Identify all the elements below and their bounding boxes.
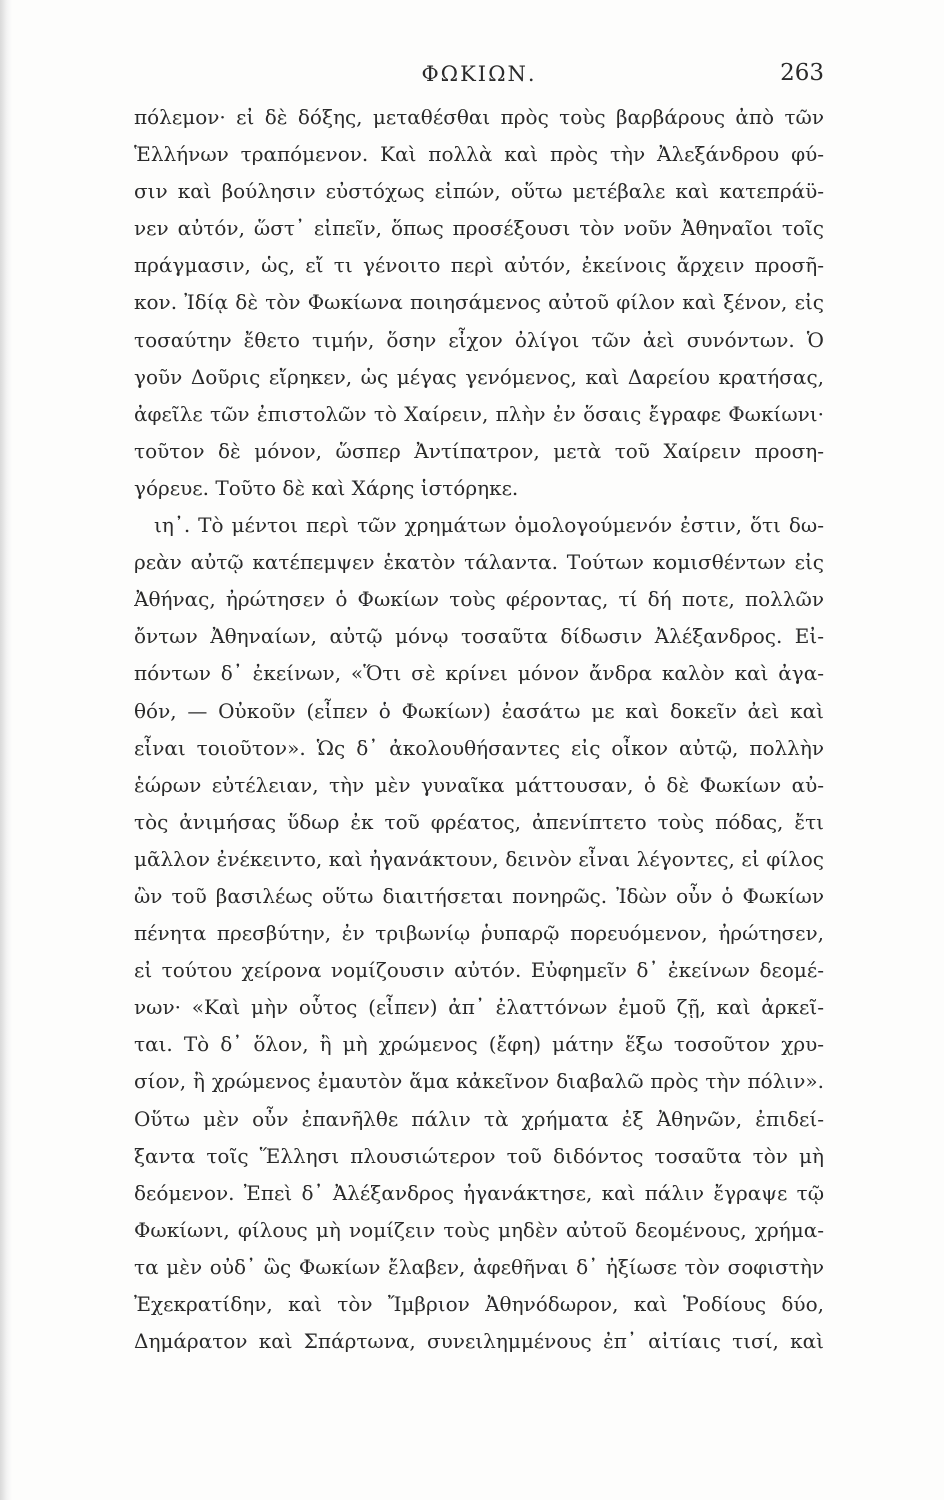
text-line: ρεὰν αὐτῷ κατέπεμψεν ἑκατὸν τάλαντα. Τούτων κομισθέντων εἰς <box>134 550 824 575</box>
text-line: δεόμενον. Ἐπεὶ δ᾽ Ἀλέξανδρος ἠγανάκτησε, καὶ πάλιν ἔγραψε τῷ <box>134 1180 824 1205</box>
text-line: ιη᾽. Τὸ μέντοι περὶ τῶν χρημάτων ὁμολογούμενόν ἐστιν, ὅτι δω- <box>154 513 824 538</box>
text-line: τοσαύτην ἔθετο τιμήν, ὅσην εἶχον ὀλίγοι τῶν ἀεὶ συνόντων. Ὁ <box>134 327 824 352</box>
page-number: 263 <box>780 60 824 86</box>
text-line: τοῦτον δὲ μόνον, ὥσπερ Ἀντίπατρον, μετὰ τοῦ Χαίρειν προση- <box>134 438 824 463</box>
running-title: ΦΩΚΙΩΝ. <box>421 62 537 86</box>
text-line: νων· «Καὶ μὴν οὗτος (εἶπεν) ἀπ᾽ ἐλαττόνων ἐμοῦ ζῇ, καὶ ἀρκεῖ- <box>134 995 824 1020</box>
text-line: πράγμασιν, ὡς, εἴ τι γένοιτο περὶ αὐτόν, ἐκείνοις ἄρχειν προσῆ- <box>134 253 824 278</box>
text-line: Ἐχεκρατίδην, καὶ τὸν Ἴμβριον Ἀθηνόδωρον, καὶ Ῥοδίους δύο, <box>134 1292 824 1316</box>
text-line: τὸς ἀνιμήσας ὕδωρ ἐκ τοῦ φρέατος, ἀπενίπτετο τοὺς πόδας, ἔτι <box>134 809 824 834</box>
text-line: σιν καὶ βούλησιν εὐστόχως εἰπών, οὕτω μετέβαλε καὶ κατεπράϋ- <box>134 179 824 204</box>
text-line: εἶναι τοιοῦτον». Ὡς δ᾽ ἀκολουθήσαντες εἰς οἶκον αὐτῷ, πολλὴν <box>134 735 824 760</box>
text-line: ὄντων Ἀθηναίων, αὐτῷ μόνῳ τοσαῦτα δίδωσιν Ἀλέξανδρος. Εἰ- <box>134 624 824 649</box>
page-edge-shadow <box>0 0 12 1500</box>
text-line: Ἀθήνας, ἠρώτησεν ὁ Φωκίων τοὺς φέροντας, τί δή ποτε, πολλῶν <box>134 587 824 612</box>
text-line: θόν, — Οὐκοῦν (εἶπεν ὁ Φωκίων) ἐασάτω με καὶ δοκεῖν ἀεὶ καὶ <box>134 698 824 723</box>
text-line: σίον, ἢ χρώμενος ἐμαυτὸν ἅμα κἀκεῖνον διαβαλῶ πρὸς τὴν πόλιν». <box>134 1069 824 1094</box>
text-line: ἀφεῖλε τῶν ἐπιστολῶν τὸ Χαίρειν, πλὴν ἐν ὅσαις ἔγραφε Φωκίωνι· <box>134 401 824 426</box>
text-line: ται. Τὸ δ᾽ ὅλον, ἢ μὴ χρώμενος (ἔφη) μάτην ἕξω τοσοῦτον χρυ- <box>134 1032 824 1057</box>
text-line: Φωκίωνι, φίλους μὴ νομίζειν τοὺς μηδὲν αὐτοῦ δεομένους, χρήμα- <box>134 1217 824 1242</box>
text-line: νεν αὐτόν, ὥστ᾽ εἰπεῖν, ὅπως προσέξουσι τὸν νοῦν Ἀθηναῖοι τοῖς <box>134 216 824 241</box>
text-line: ἑώρων εὐτέλειαν, τὴν μὲν γυναῖκα μάττουσαν, ὁ δὲ Φωκίων αὐ- <box>134 772 824 797</box>
running-header <box>134 62 824 94</box>
text-line: πένητα πρεσβύτην, ἐν τριβωνίῳ ῥυπαρῷ πορευόμενον, ἠρώτησεν, <box>134 921 824 946</box>
text-line: εἰ τούτου χείρονα νομίζουσιν αὐτόν. Εὐφημεῖν δ᾽ ἐκείνων δεομέ- <box>134 958 824 983</box>
body-text <box>134 99 824 1360</box>
text-line: πόντων δ᾽ ἐκείνων, «Ὅτι σὲ κρίνει μόνον ἄνδρα καλὸν καὶ ἀγα- <box>134 661 824 686</box>
text-line: Δημάρατον καὶ Σπάρτωνα, συνειλημμένους ἐπ᾽ αἰτίαις τισί, καὶ <box>134 1329 824 1354</box>
text-line: Οὕτω μὲν οὖν ἐπανῆλθε πάλιν τὰ χρήματα ἐξ Ἀθηνῶν, ἐπιδεί- <box>134 1106 824 1131</box>
text-line: μᾶλλον ἐνέκειντο, καὶ ἠγανάκτουν, δεινὸν εἶναι λέγοντες, εἰ φίλος <box>134 846 824 871</box>
text-line: γοῦν Δοῦρις εἴρηκεν, ὡς μέγας γενόμενος, καὶ Δαρείου κρατήσας, <box>134 364 824 389</box>
text-line: ξαντα τοῖς Ἕλλησι πλουσιώτερον τοῦ διδόντος τοσαῦτα τὸν μὴ <box>134 1143 824 1168</box>
text-line: τα μὲν οὐδ᾽ ὣς Φωκίων ἔλαβεν, ἀφεθῆναι δ᾽ ἠξίωσε τὸν σοφιστὴν <box>134 1254 824 1279</box>
text-line: κον. Ἰδίᾳ δὲ τὸν Φωκίωνα ποιησάμενος αὐτοῦ φίλον καὶ ξένον, εἰς <box>134 290 824 315</box>
text-line: πόλεμον· εἰ δὲ δόξης, μεταθέσθαι πρὸς τοὺς βαρβάρους ἀπὸ τῶν <box>134 105 824 129</box>
text-line: γόρευε. Τοῦτο δὲ καὶ Χάρης ἱστόρηκε. <box>134 475 519 500</box>
text-line: Ἑλλήνων τραπόμενον. Καὶ πολλὰ καὶ πρὸς τὴν Ἀλεξάνδρου φύ- <box>134 142 824 167</box>
text-line: ὢν τοῦ βασιλέως οὕτω διαιτήσεται πονηρῶς. Ἰδὼν οὖν ὁ Φωκίων <box>134 883 824 908</box>
